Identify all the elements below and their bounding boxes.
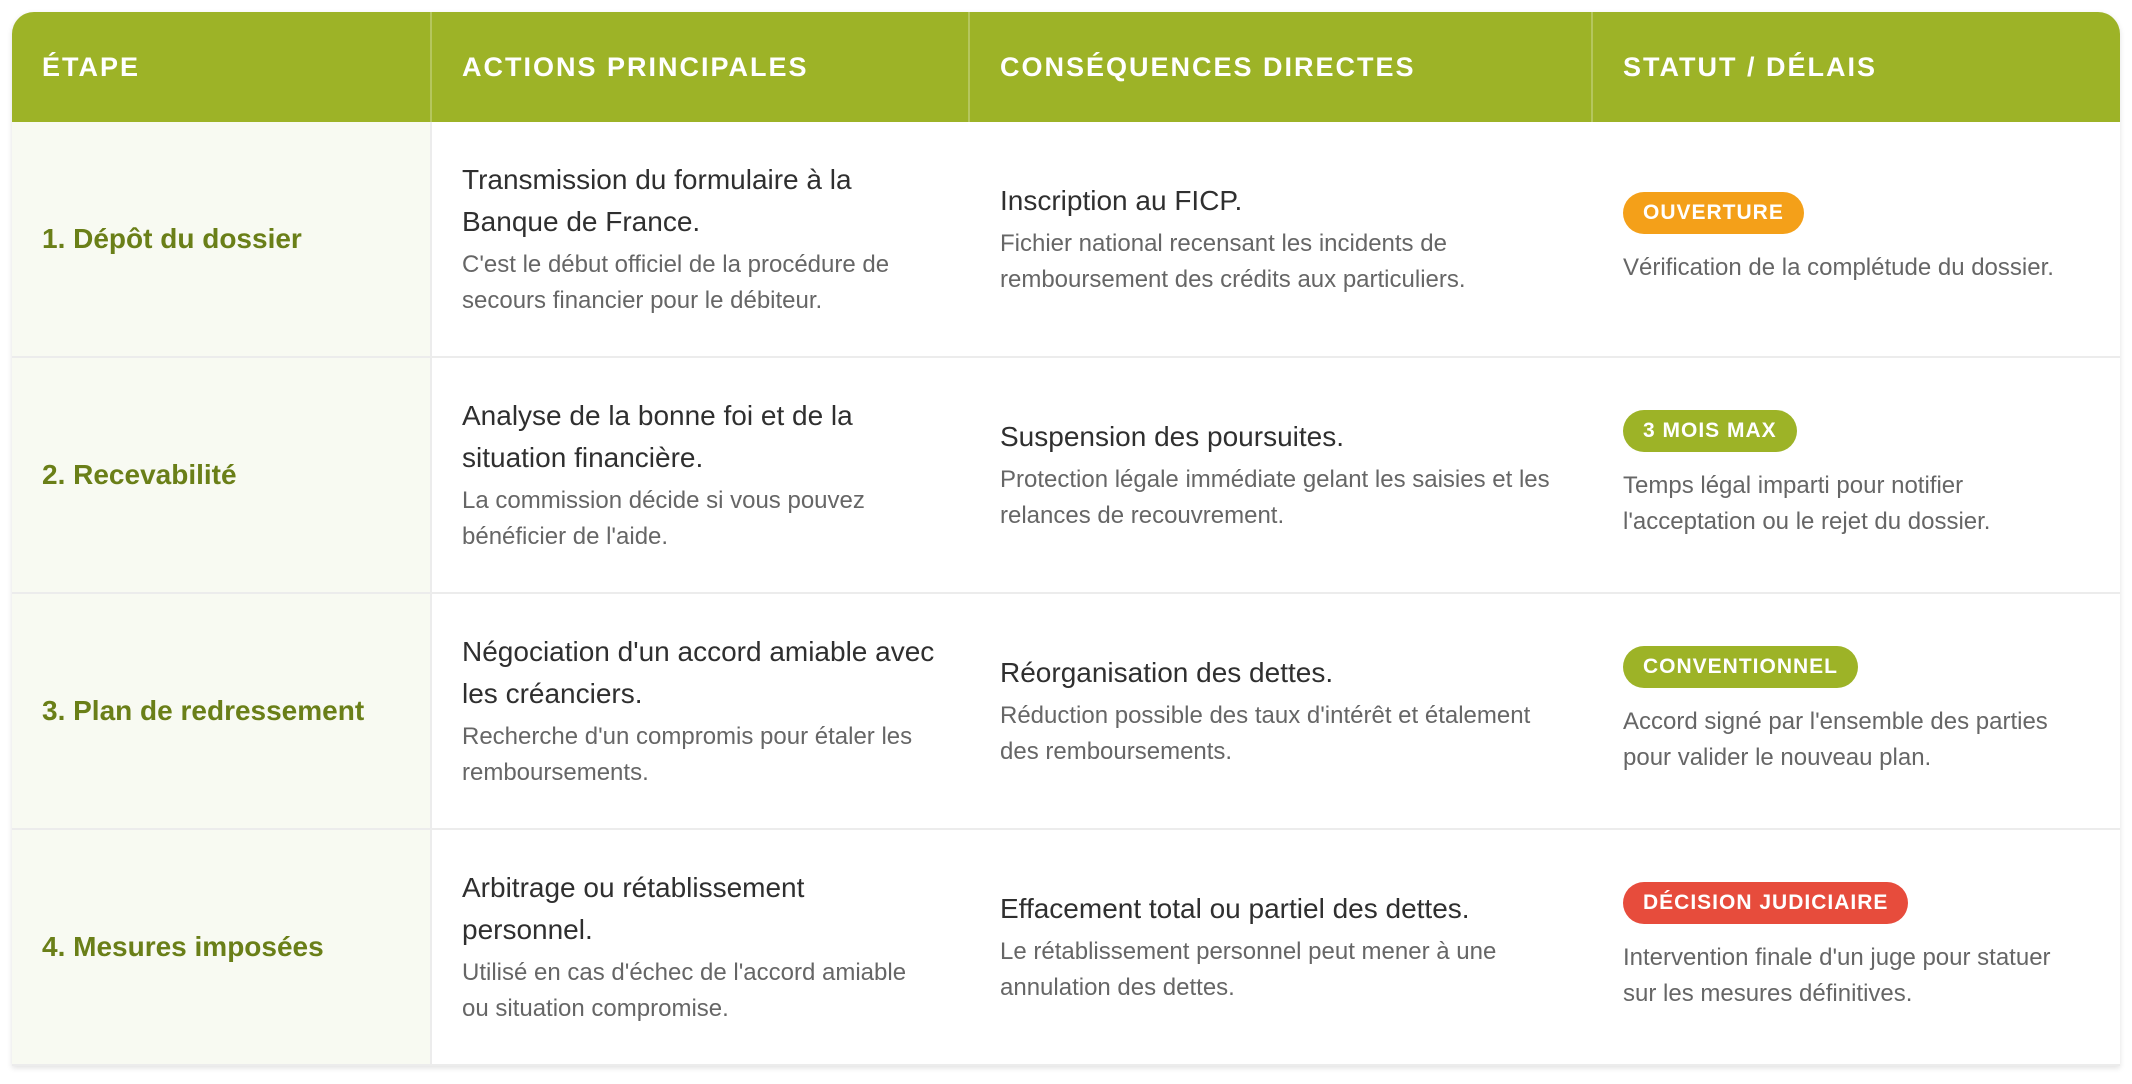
consequence-cell: [970, 122, 1593, 356]
status-badge: CONVENTIONNEL: [1623, 646, 1858, 688]
status-cell: [1593, 122, 2120, 356]
action-title: Arbitrage ou rétablissement personnel.: [462, 872, 805, 945]
action-title: Négociation d'un accord amiable avec les créanciers.: [462, 636, 935, 709]
action-title: Analyse de la bonne foi et de la situation financière.: [462, 400, 853, 473]
action-cell: [432, 830, 970, 1064]
consequence-title: Effacement total ou partiel des dettes.: [1000, 893, 1470, 924]
status-cell: [1593, 594, 2120, 828]
step-cell: [12, 358, 432, 592]
action-description: Utilisé en cas d'échec de l'accord amiable ou situation compromise.: [462, 959, 907, 1022]
procedure-table: [12, 12, 2120, 1066]
step-cell: [12, 830, 432, 1064]
consequence-title: Inscription au FICP.: [1000, 185, 1243, 216]
table-row: [12, 358, 2120, 594]
consequence-title: Suspension des poursuites.: [1000, 421, 1344, 452]
status-cell: [1593, 358, 2120, 592]
step-title: 1. Dépôt du dossier: [42, 223, 302, 254]
consequence-description: Protection légale immédiate gelant les saisies et les relances de recouvrement.: [1000, 466, 1550, 529]
consequence-cell: [970, 358, 1593, 592]
status-badge: 3 MOIS MAX: [1623, 410, 1797, 452]
table-row: [12, 594, 2120, 830]
consequence-description: Fichier national recensant les incidents de remboursement des crédits aux particuliers.: [1000, 230, 1466, 293]
header-statut: STATUT / DÉLAIS: [1623, 51, 1877, 82]
status-badge: DÉCISION JUDICIAIRE: [1623, 882, 1908, 924]
status-description: Temps légal imparti pour notifier l'acceptation ou le rejet du dossier.: [1623, 472, 1991, 535]
action-cell: [432, 358, 970, 592]
consequence-cell: [970, 594, 1593, 828]
status-cell: [1593, 830, 2120, 1064]
consequence-description: Réduction possible des taux d'intérêt et étalement des remboursements.: [1000, 702, 1531, 765]
step-title: 4. Mesures imposées: [42, 931, 324, 962]
action-description: C'est le début officiel de la procédure de secours financier pour le débiteur.: [462, 251, 890, 314]
action-description: La commission décide si vous pouvez bénéficier de l'aide.: [462, 487, 865, 550]
table-row: [12, 830, 2120, 1066]
step-cell: [12, 594, 432, 828]
table-header: [12, 12, 2120, 122]
step-cell: [12, 122, 432, 356]
status-description: Accord signé par l'ensemble des parties pour valider le nouveau plan.: [1623, 708, 2048, 771]
header-etape: ÉTAPE: [12, 12, 432, 122]
action-description: Recherche d'un compromis pour étaler les remboursements.: [462, 723, 913, 786]
action-title: Transmission du formulaire à la Banque de France.: [462, 164, 852, 237]
step-title: 3. Plan de redressement: [42, 695, 365, 726]
consequence-title: Réorganisation des dettes.: [1000, 657, 1334, 688]
consequence-cell: [970, 830, 1593, 1064]
step-title: 2. Recevabilité: [42, 459, 237, 490]
status-badge: OUVERTURE: [1623, 192, 1804, 234]
table-row: [12, 122, 2120, 358]
header-actions: ACTIONS PRINCIPALES: [432, 12, 970, 122]
action-cell: [432, 122, 970, 356]
status-description: Intervention finale d'un juge pour statuer sur les mesures définitives.: [1623, 944, 2051, 1007]
consequence-description: Le rétablissement personnel peut mener à une annulation des dettes.: [1000, 938, 1497, 1001]
status-description: Vérification de la complétude du dossier.: [1623, 254, 2054, 281]
header-consequences: CONSÉQUENCES DIRECTES: [970, 12, 1593, 122]
action-cell: [432, 594, 970, 828]
